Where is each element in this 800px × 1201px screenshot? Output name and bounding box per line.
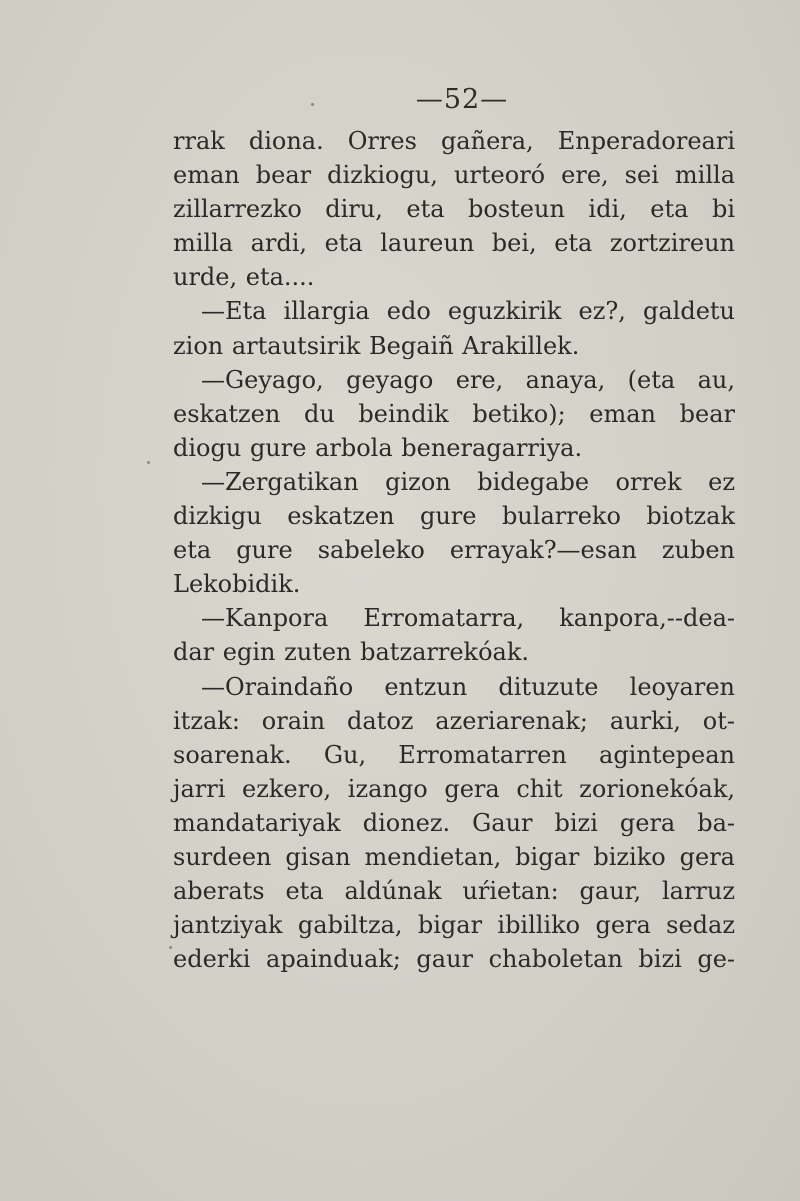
text-line: jantziyak gabiltza, bigar ibilliko gera sedaz <box>173 911 735 940</box>
text-line: dar egin zuten batzarrekóak. <box>173 638 530 667</box>
text-line: —Oraindaño entzun dituzute leoyaren <box>201 672 735 701</box>
text-line: eskatzen du beindik betiko); eman bear <box>173 399 735 428</box>
ink-speck <box>147 461 150 464</box>
text-line: —Zergatikan gizon bidegabe orrek ez <box>201 467 735 496</box>
text-line: milla ardi, eta laureun bei, eta zortzireun <box>173 229 735 258</box>
text-line: zillarrezko diru, eta bosteun idi, eta bi <box>173 195 735 224</box>
text-line: urde, eta.... <box>173 263 315 292</box>
page-body-text <box>173 124 735 976</box>
text-line: itzak: orain datoz azeriarenak; aurki, ot- <box>173 706 735 735</box>
text-line: jarri ezkero, izango gera chit zorionekóak, <box>173 774 735 803</box>
text-line: —Eta illargia edo eguzkirik ez?, galdetu <box>201 297 735 326</box>
text-line: Lekobidik. <box>173 570 301 599</box>
text-line: —Geyago, geyago ere, anaya, (eta au, <box>201 365 735 394</box>
text-line: dizkigu eskatzen gure bularreko biotzak <box>173 502 735 531</box>
ink-speck <box>311 103 314 106</box>
page-number: —52— <box>415 84 509 115</box>
text-line: —Kanpora Erromatarra, kanpora,--dea- <box>201 604 735 633</box>
text-line: eman bear dizkiogu, urteoró ere, sei milla <box>173 161 735 190</box>
text-line: surdeen gisan mendietan, bigar biziko gera <box>173 842 735 871</box>
text-line: aberats eta aldúnak uŕietan: gaur, larruz <box>173 877 735 906</box>
text-line: mandatariyak dionez. Gaur bizi gera ba- <box>173 808 735 837</box>
text-line: eta gure sabeleko errayak?—esan zuben <box>173 536 735 565</box>
text-line: zion artautsirik Begaiñ Arakillek. <box>173 331 580 360</box>
ink-speck <box>169 946 172 949</box>
text-line: soarenak. Gu, Erromatarren agintepean <box>173 740 735 769</box>
text-line: diogu gure arbola beneragarriya. <box>173 433 583 462</box>
text-line: ederki apainduak; gaur chaboletan bizi ge- <box>173 945 735 974</box>
text-line: rrak diona. Orres gañera, Enperadoreari <box>173 127 735 155</box>
